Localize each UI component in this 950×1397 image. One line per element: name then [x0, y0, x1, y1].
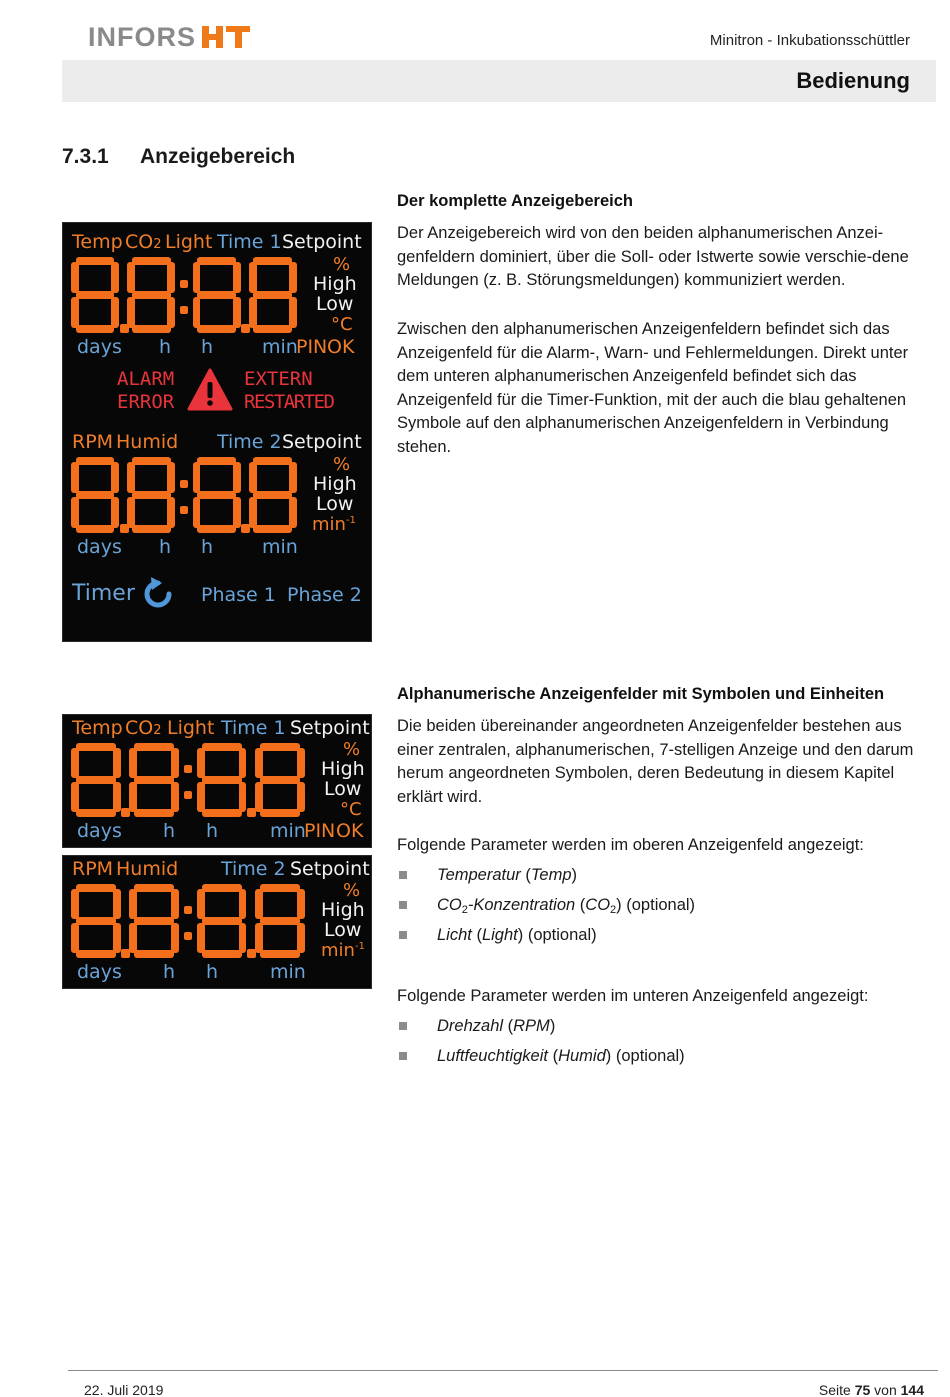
section-title: Anzeigebereich [140, 145, 296, 168]
logo-ht-mark [202, 26, 250, 48]
label-restarted: RESTARTED [244, 391, 334, 413]
label-low: Low [324, 919, 362, 941]
digit-segment [111, 462, 119, 493]
seven-segment-digit [249, 457, 297, 533]
label-humid: Humid [116, 858, 179, 880]
digit-segment [193, 262, 201, 293]
bullet-square-icon [399, 901, 407, 909]
digit-segment [129, 889, 137, 919]
label-hours: h [159, 536, 172, 558]
digit-segment [253, 457, 292, 465]
digit-segment [297, 923, 305, 953]
digit-segment [202, 917, 242, 925]
digit-segment [71, 923, 79, 953]
footer-page-number: Seite 75 von 144 [818, 1382, 924, 1397]
colon-dot [180, 280, 188, 288]
digit-segment [127, 297, 135, 328]
digit-segment [76, 776, 116, 784]
digit-segment [260, 776, 300, 784]
paragraph-display-overview: Der Anzeigebereich wird von den beiden alphanumerischen Anzei-genfeldern dominiert, über die Soll- oder Istwerte sowie verschie-dene Meldungen (z. B. Störungsmeldungen) kommuniziert werden. [397, 224, 909, 289]
digit-segment [197, 889, 205, 919]
seven-segment-digit [129, 743, 179, 817]
list-item: Drehzahl (RPM) [397, 1015, 937, 1045]
label-days: days [77, 336, 122, 358]
digit-segment [202, 776, 242, 784]
list-item: Licht (Light) (optional) [397, 924, 937, 954]
digit-segment [297, 782, 305, 812]
digit-segment [197, 325, 236, 333]
digit-segment [233, 497, 241, 528]
digit-segment [289, 462, 297, 493]
digit-segment [71, 889, 79, 919]
digit-segment [71, 497, 79, 528]
digit-segment [127, 462, 135, 493]
seven-segment-digit [71, 884, 121, 958]
digit-segment [71, 297, 79, 328]
digit-segment [113, 782, 121, 812]
digit-segment [134, 743, 174, 751]
label-error: ERROR [117, 391, 175, 413]
digit-segment [71, 462, 79, 493]
label-percent: % [333, 454, 351, 475]
label-percent: % [343, 739, 361, 760]
digit-display-lower [71, 884, 313, 958]
digit-segment [249, 462, 257, 493]
upper-display-field [62, 714, 372, 848]
digit-segment [202, 884, 242, 892]
label-percent: % [333, 254, 351, 275]
label-unit-rpm: $\min^{-1}$ [321, 940, 365, 961]
label-hours: h [163, 820, 176, 842]
digit-segment [113, 889, 121, 919]
label-days: days [77, 820, 122, 842]
label-setpoint: Setpoint [290, 858, 370, 880]
colon-dot [180, 480, 188, 488]
digit-segment [249, 262, 257, 293]
label-hours: h [201, 536, 214, 558]
digit-segment [76, 884, 116, 892]
lower-field-intro: Folgende Parameter werden im unteren Anzeigenfeld angezeigt: [397, 987, 869, 1005]
footer-date: 22. Juli 2019 [84, 1382, 164, 1397]
label-temp: Temp [72, 717, 123, 739]
section-number: 7.3.1 [62, 145, 109, 168]
label-days: days [77, 536, 122, 558]
label-co2: CO2 [125, 231, 162, 253]
digit-segment [76, 525, 115, 533]
digit-segment [255, 889, 263, 919]
digit-segment [197, 748, 205, 778]
digit-segment [167, 462, 175, 493]
digit-segment [255, 748, 263, 778]
digit-segment [253, 325, 292, 333]
digit-segment [134, 884, 174, 892]
label-time-1: Time 1 [221, 717, 286, 739]
infors-logo [88, 22, 250, 52]
lower-field-list [397, 1015, 937, 1075]
digit-segment [132, 457, 171, 465]
digit-segment [197, 257, 236, 265]
warning-triangle-icon [187, 367, 233, 413]
digit-segment [255, 782, 263, 812]
digit-segment [253, 257, 292, 265]
digit-segment [76, 743, 116, 751]
label-humid: Humid [116, 431, 179, 453]
digit-segment [134, 776, 174, 784]
digit-segment [260, 743, 300, 751]
digit-segment [76, 809, 116, 817]
label-low: Low [316, 293, 354, 315]
digit-segment [113, 923, 121, 953]
digit-segment [76, 325, 115, 333]
digit-display-lower [71, 457, 305, 533]
label-phase-2: Phase 2 [287, 584, 362, 606]
digit-segment [233, 262, 241, 293]
digit-segment [253, 291, 292, 299]
digit-segment [111, 297, 119, 328]
digit-segment [260, 950, 300, 958]
label-minutes: min [262, 536, 298, 558]
digit-segment [249, 497, 257, 528]
digit-segment [76, 950, 116, 958]
label-pin: PIN [304, 820, 336, 842]
label-percent: % [343, 880, 361, 901]
seven-segment-digit [249, 257, 297, 333]
digit-segment [167, 497, 175, 528]
chapter-title: Bedienung [796, 68, 910, 93]
digit-segment [134, 950, 174, 958]
label-rpm: RPM [72, 431, 114, 453]
paragraph-alphanumeric-description: Die beiden übereinander angeordneten Anzeigenfelder bestehen aus einer zentralen, alphanumerischen, 7-stelligen Anzeige und den darum herum angeordneten Symbolen, deren Bedeutung in diesem Kapitel erklärt wird. [397, 717, 914, 806]
digit-segment [76, 457, 115, 465]
digit-display-top [71, 257, 305, 333]
digit-segment [167, 297, 175, 328]
digit-segment [202, 809, 242, 817]
label-high: High [321, 758, 365, 780]
seven-segment-digit [71, 257, 119, 333]
digit-segment [193, 497, 201, 528]
label-hours: h [163, 961, 176, 983]
complete-display-panel [62, 222, 372, 642]
list-item: Luftfeuchtigkeit (Humid) (optional) [397, 1045, 937, 1075]
digit-segment [171, 923, 179, 953]
digit-segment [129, 782, 137, 812]
label-time-2: Time 2 [217, 431, 282, 453]
digit-segment [197, 491, 236, 499]
digit-segment [197, 457, 236, 465]
colon-dot [180, 306, 188, 314]
digit-segment [289, 297, 297, 328]
label-days: days [77, 961, 122, 983]
digit-segment [260, 917, 300, 925]
seven-segment-digit [197, 884, 247, 958]
bullet-square-icon [399, 871, 407, 879]
digit-segment [167, 262, 175, 293]
lower-display-field [62, 855, 372, 989]
label-hours: h [206, 961, 219, 983]
label-hours: h [159, 336, 172, 358]
seven-segment-digit [127, 257, 175, 333]
digit-segment [113, 748, 121, 778]
label-low: Low [324, 778, 362, 800]
label-ok: OK [336, 820, 364, 842]
digit-segment [76, 291, 115, 299]
digit-segment [76, 257, 115, 265]
digit-segment [233, 462, 241, 493]
digit-segment [129, 923, 137, 953]
digit-segment [289, 497, 297, 528]
digit-segment [239, 748, 247, 778]
seven-segment-digit [193, 457, 241, 533]
paragraph-alarm-timer: Zwischen den alphanumerischen Anzeigenfeldern befindet sich das Anzeigenfeld für die Alarm-, Warn- und Fehlermeldungen. Direkt unter dem unteren alphanumerischen Anzeigenfeld befindet sich das Anzeigenfeld für die Timer-Funktion, mit der auch die blau gehaltenen Symbole auf den alphanumerischen Anzeigenfeldern in Verbindung stehen. [397, 320, 909, 456]
footer-divider [68, 1370, 938, 1371]
digit-segment [260, 809, 300, 817]
digit-segment [134, 917, 174, 925]
label-hours: h [201, 336, 214, 358]
document-subtitle: Minitron - Inkubationsschüttler [709, 32, 910, 49]
seven-segment-digit [127, 457, 175, 533]
digit-segment [197, 923, 205, 953]
label-minutes: min [270, 961, 306, 983]
digit-display-top [71, 743, 313, 817]
digit-segment [202, 743, 242, 751]
label-minutes: min [270, 820, 306, 842]
label-extern: EXTERN [244, 368, 313, 390]
digit-segment [239, 782, 247, 812]
label-hours: h [206, 820, 219, 842]
digit-segment [171, 889, 179, 919]
chapter-band [62, 60, 936, 102]
upper-field-intro: Folgende Parameter werden im oberen Anzeigenfeld angezeigt: [397, 836, 864, 854]
digit-segment [197, 291, 236, 299]
digit-segment [127, 497, 135, 528]
bullet-square-icon [399, 1022, 407, 1030]
label-pin: PIN [296, 336, 328, 358]
digit-segment [111, 262, 119, 293]
digit-segment [132, 491, 171, 499]
colon-dot [180, 506, 188, 514]
label-temp: Temp [72, 231, 123, 253]
label-unit-rpm: $\min^{-1}$ [312, 514, 356, 535]
upper-field-list [397, 864, 937, 954]
digit-segment [111, 497, 119, 528]
list-item: $CO_2$-Konzentration $(CO_2)$ (optional) [397, 894, 937, 924]
digit-segment [127, 262, 135, 293]
digit-segment [132, 291, 171, 299]
digit-segment [132, 257, 171, 265]
digit-segment [76, 491, 115, 499]
label-phase-1: Phase 1 [201, 584, 276, 606]
digit-segment [193, 297, 201, 328]
digit-segment [193, 462, 201, 493]
colon-dot [184, 906, 192, 914]
bullet-square-icon [399, 1052, 407, 1060]
digit-segment [132, 325, 171, 333]
digit-segment [71, 782, 79, 812]
digit-segment [132, 525, 171, 533]
digit-segment [255, 923, 263, 953]
seven-segment-digit [193, 257, 241, 333]
label-rpm: RPM [72, 858, 114, 880]
subhead-alphanumeric-fields: Alphanumerische Anzeigenfelder mit Symbolen und Einheiten [397, 685, 885, 703]
label-alarm: ALARM [117, 368, 175, 390]
seven-segment-digit [71, 457, 119, 533]
label-light: Light [167, 717, 215, 739]
label-time-2: Time 2 [221, 858, 286, 880]
digit-segment [202, 950, 242, 958]
list-item: Temperatur (Temp) [397, 864, 937, 894]
seven-segment-digit [255, 884, 305, 958]
seven-segment-digit [255, 743, 305, 817]
digit-segment [171, 782, 179, 812]
digit-segment [249, 297, 257, 328]
digit-segment [297, 889, 305, 919]
digit-segment [71, 262, 79, 293]
digit-segment [297, 748, 305, 778]
digit-segment [197, 782, 205, 812]
label-high: High [321, 899, 365, 921]
label-ok: OK [327, 336, 355, 358]
label-high: High [313, 273, 357, 295]
digit-segment [253, 525, 292, 533]
digit-segment [239, 923, 247, 953]
digit-segment [289, 262, 297, 293]
digit-segment [76, 917, 116, 925]
digit-segment [197, 525, 236, 533]
digit-segment [233, 297, 241, 328]
colon-dot [184, 932, 192, 940]
digit-segment [260, 884, 300, 892]
colon-dot [184, 791, 192, 799]
subhead-complete-display: Der komplette Anzeigebereich [397, 192, 633, 210]
label-setpoint: Setpoint [282, 231, 362, 253]
digit-segment [71, 748, 79, 778]
label-time-1: Time 1 [217, 231, 282, 253]
digit-segment [134, 809, 174, 817]
digit-segment [129, 748, 137, 778]
label-setpoint: Setpoint [290, 717, 370, 739]
label-low: Low [316, 493, 354, 515]
logo-text: INFORS [88, 21, 197, 52]
label-unit-celsius: °C [331, 314, 353, 335]
colon-dot [184, 765, 192, 773]
timer-refresh-icon [139, 575, 177, 613]
bullet-square-icon [399, 931, 407, 939]
section-heading [62, 145, 295, 169]
label-light: Light [165, 231, 213, 253]
label-co2: CO2 [125, 717, 162, 739]
seven-segment-digit [197, 743, 247, 817]
digit-segment [253, 491, 292, 499]
label-setpoint: Setpoint [282, 431, 362, 453]
label-high: High [313, 473, 357, 495]
label-timer: Timer [72, 581, 135, 606]
digit-segment [171, 748, 179, 778]
label-unit-celsius: °C [340, 799, 362, 820]
label-minutes: min [262, 336, 298, 358]
digit-segment [239, 889, 247, 919]
seven-segment-digit [129, 884, 179, 958]
seven-segment-digit [71, 743, 121, 817]
